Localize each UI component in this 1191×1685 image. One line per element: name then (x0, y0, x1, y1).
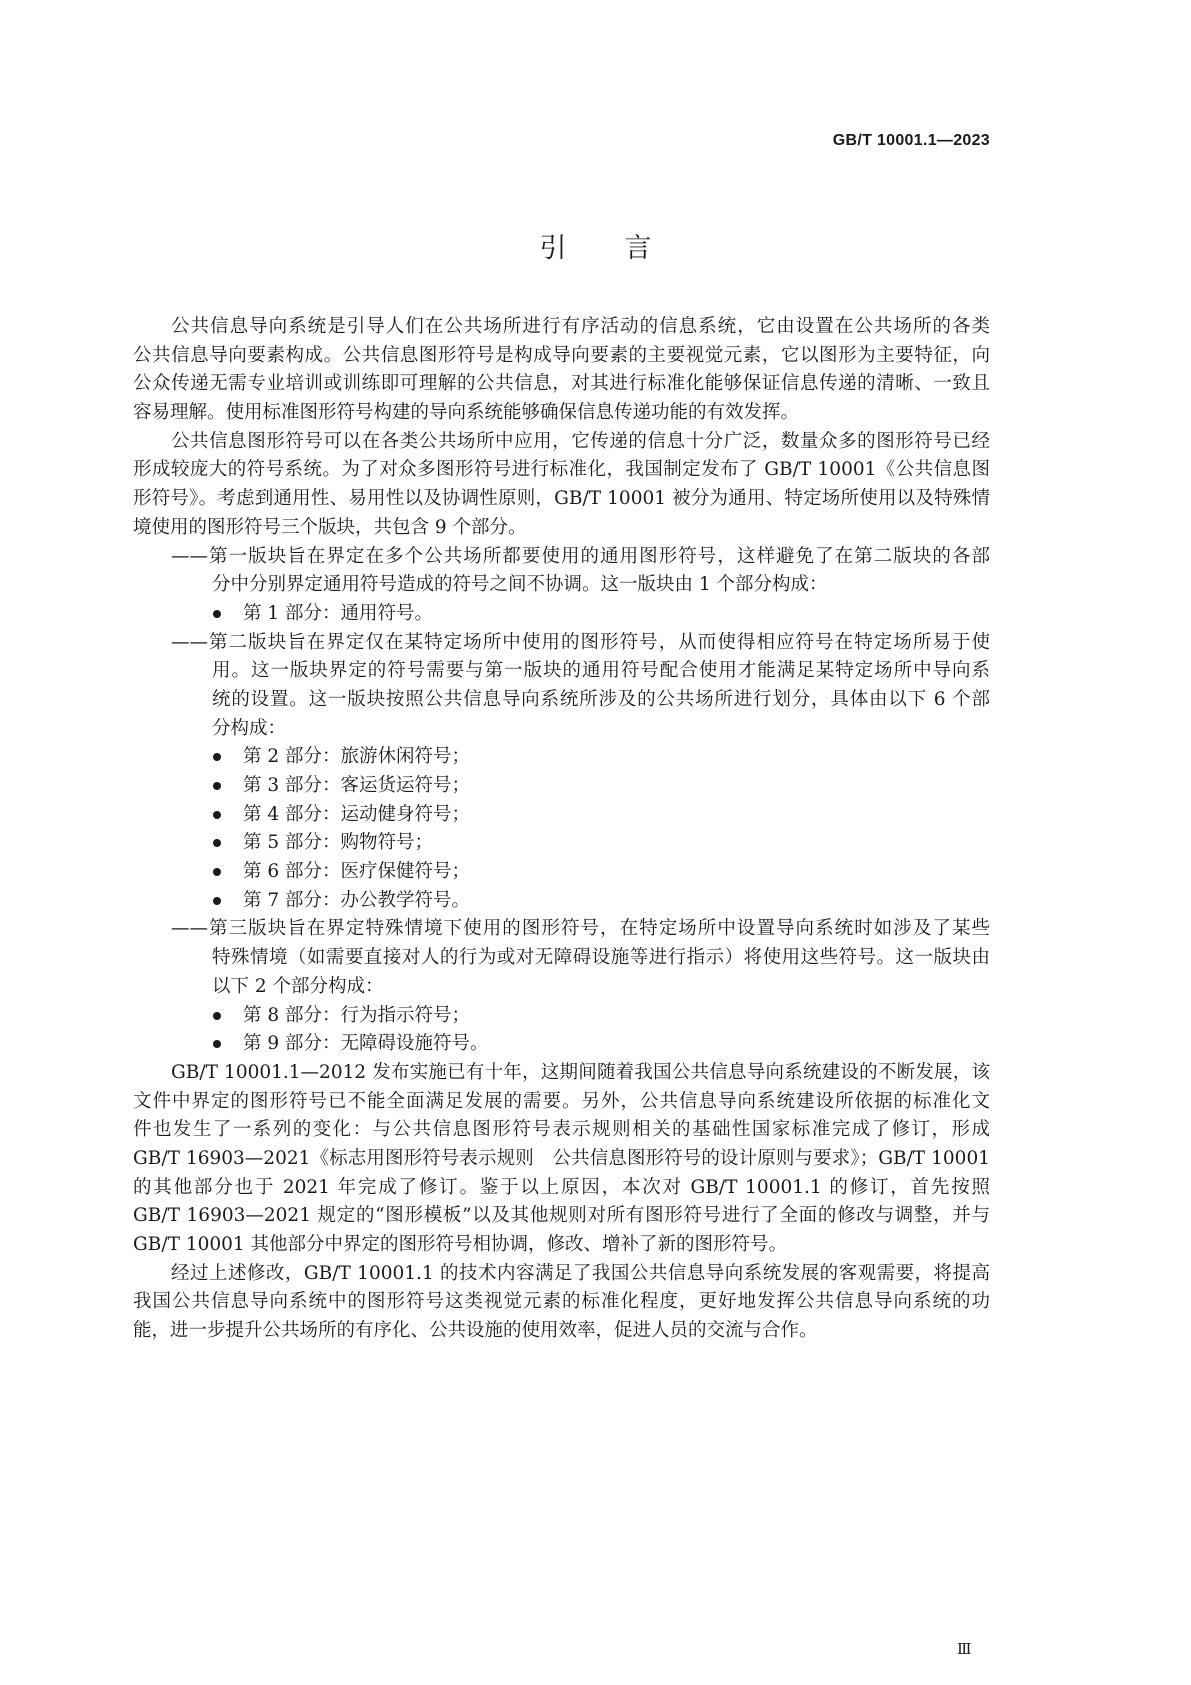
standard-number: GB/T 10001.1—2023 (832, 132, 990, 149)
bullet-item (133, 772, 990, 801)
bullet-list (133, 743, 990, 915)
text-line: 特殊情境（如需要直接对人的行为或对无障碍设施等进行指示）将使用这些符号。这一版块由 (212, 947, 990, 969)
bullet-icon (213, 811, 221, 819)
bullet-item (133, 858, 990, 887)
text-line: GB/T 10001 其他部分中界定的图形符号相协调，修改、增补了新的图形符号。 (133, 1234, 788, 1255)
text-line: 境使用的图形符号三个版块，共包含 9 个部分。 (133, 516, 527, 538)
text-line: 用。这一版块界定的符号需要与第一版块的通用符号配合使用才能满足某特定场所中导向系 (212, 660, 990, 682)
text-line: ——第二版块旨在界定仅在某特定场所中使用的图形符号，从而使得相应符号在特定场所易于使 (171, 631, 990, 653)
text-line: 容易理解。使用标准图形符号构建的导向系统能够确保信息传递功能的有效发挥。 (133, 402, 800, 424)
bullet-text: 第 6 部分：医疗保健符号； (243, 861, 471, 883)
text-line: 公众传递无需专业培训或训练即可理解的公共信息，对其进行标准化能够保证信息传递的清晰、一致且 (133, 373, 990, 395)
text-line: 以下 2 个部分构成： (212, 975, 384, 997)
dash-list-item (133, 915, 990, 1001)
bullet-text: 第 1 部分：通用符号。 (243, 602, 434, 624)
bullet-list (133, 600, 990, 629)
bullet-icon (213, 1012, 221, 1020)
bullet-text: 第 4 部分：运动健身符号； (243, 803, 471, 825)
bullet-list (133, 1002, 990, 1059)
text-line: GB/T 16903—2021 规定的“图形模板”以及其他规则对所有图形符号进行了全面的修改与调整，并与 (133, 1205, 990, 1227)
text-line: 公共信息导向要素构成。公共信息图形符号是构成导向要素的主要视觉元素，它以图形为主要特征，向 (133, 344, 990, 366)
bullet-icon (213, 753, 221, 761)
bullet-item (133, 1030, 990, 1059)
text-line: GB/T 10001.1—2012 发布实施已有十年，这期间随着我国公共信息导向系统建设的不断发展，该 (171, 1061, 990, 1083)
text-line: 公共信息图形符号可以在各类公共场所中应用，它传递的信息十分广泛，数量众多的图形符号已经 (171, 430, 990, 452)
text-line: 形符号》。考虑到通用性、易用性以及协调性原则，GB/T 10001 被分为通用、特定场所使用以及特殊情 (133, 488, 990, 510)
text-line: 的其他部分也于 2021 年完成了修订。鉴于以上原因，本次对 GB/T 10001.1 的修订，首先按照 (133, 1176, 990, 1198)
bullet-text: 第 7 部分：办公教学符号。 (243, 889, 471, 911)
text-line: ——第一版块旨在界定在多个公共场所都要使用的通用图形符号，这样避免了在第二版块的各部 (171, 545, 990, 567)
text-line: 形成较庞大的符号系统。为了对众多图形符号进行标准化，我国制定发布了 GB/T 10001《公共信息图 (133, 459, 990, 481)
bullet-item (133, 1002, 990, 1031)
bullet-text: 第 3 部分：客运货运符号； (243, 775, 471, 796)
dash-list-item (133, 629, 990, 744)
page-number: Ⅲ (957, 1640, 972, 1658)
bullet-item (133, 600, 990, 629)
page-title: 引言 (539, 233, 710, 264)
text-line: 分中分别界定通用符号造成的符号之间不协调。这一版块由 1 个部分构成： (212, 574, 828, 596)
bullet-text: 第 9 部分：无障碍设施符号。 (243, 1033, 489, 1055)
bullet-icon (213, 897, 221, 905)
bullet-icon (213, 868, 221, 876)
paragraph (133, 1059, 990, 1260)
text-line: 统的设置。这一版块按照公共信息导向系统所涉及的公共场所进行划分，具体由以下 6 个部 (212, 688, 990, 710)
bullet-icon (213, 1040, 221, 1048)
paragraph (133, 313, 990, 428)
bullet-icon (213, 610, 221, 618)
text-line: ——第三版块旨在界定特殊情境下使用的图形符号，在特定场所中设置导向系统时如涉及了某些 (171, 918, 990, 940)
dash-list-item (133, 543, 990, 600)
text-line: 件也发生了一系列的变化：与公共信息图形符号表示规则相关的基础性国家标准完成了修订，形成 (133, 1119, 990, 1141)
text-line: 经过上述修改，GB/T 10001.1 的技术内容满足了我国公共信息导向系统发展的客观需要，将提高 (171, 1262, 990, 1284)
bullet-text: 第 5 部分：购物符号； (243, 832, 434, 854)
text-line: 文件中界定的图形符号已不能全面满足发展的需要。另外，公共信息导向系统建设所依据的标准化文 (133, 1090, 990, 1112)
bullet-item (133, 829, 990, 858)
bullet-item (133, 801, 990, 830)
bullet-item (133, 743, 990, 772)
text-line: 公共信息导向系统是引导人们在公共场所进行有序活动的信息系统，它由设置在公共场所的各类 (171, 316, 990, 337)
text-line: GB/T 16903—2021《标志用图形符号表示规则 公共信息图形符号的设计原则与要求》；GB/T 10001 (133, 1147, 990, 1169)
text-line: 能，进一步提升公共场所的有序化、公共设施的使用效率，促进人员的交流与合作。 (133, 1320, 818, 1342)
paragraph (133, 1260, 990, 1346)
text-line: 分构成： (212, 717, 287, 739)
text-line: 我国公共信息导向系统中的图形符号这类视觉元素的标准化程度，更好地发挥公共信息导向系统的功 (133, 1291, 990, 1313)
bullet-text: 第 8 部分：行为指示符号； (243, 1004, 471, 1026)
bullet-text: 第 2 部分：旅游休闲符号； (243, 746, 471, 768)
bullet-item (133, 887, 990, 916)
document-body (133, 313, 990, 1346)
bullet-icon (213, 839, 221, 847)
bullet-icon (213, 782, 221, 790)
paragraph (133, 428, 990, 543)
